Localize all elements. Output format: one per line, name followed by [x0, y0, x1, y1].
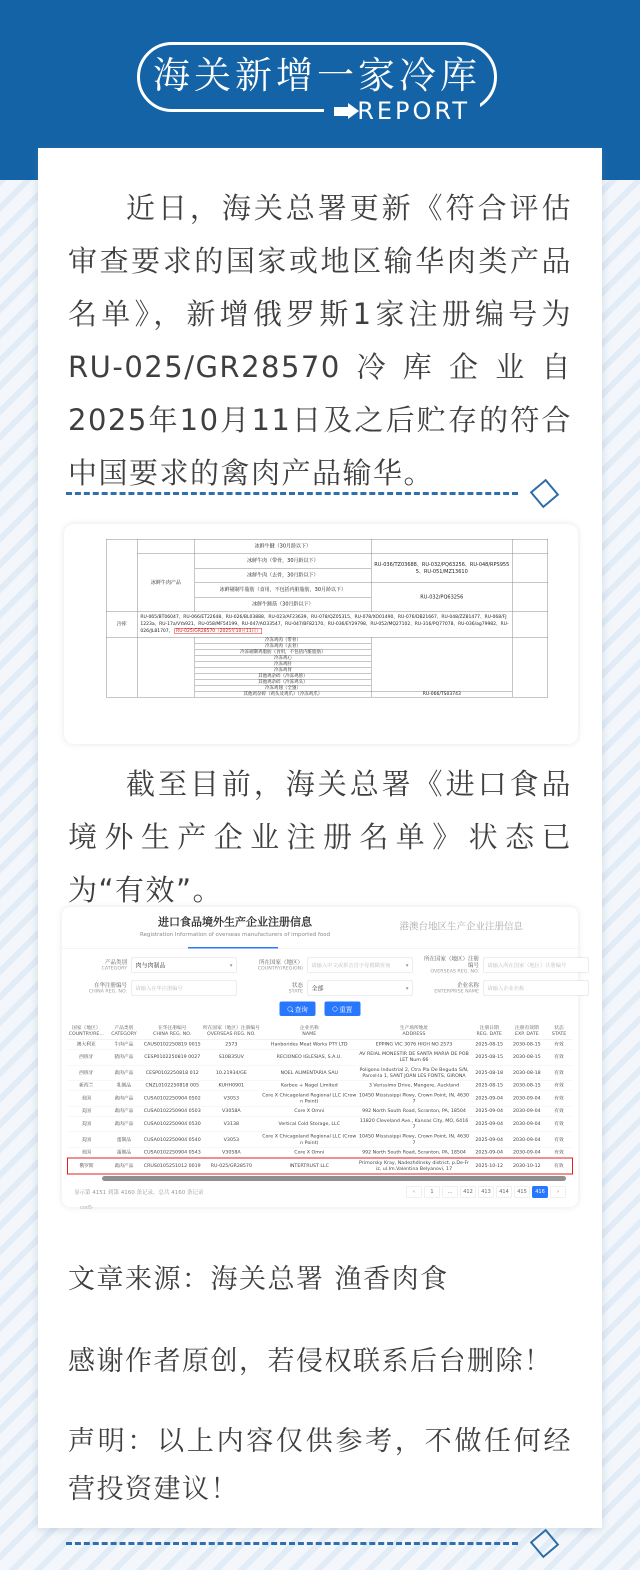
- table-cell: 2030-08-15: [508, 1049, 546, 1065]
- product-cell: 冷冻鸡肉（去骨）: [195, 643, 372, 649]
- table-cell: 有效: [546, 1065, 573, 1081]
- field-label: 在华注册编号: [94, 981, 127, 989]
- table-cell: 2025-09-04: [470, 1148, 508, 1158]
- empty-cell: [106, 539, 137, 612]
- cold-storage-label: 冷库: [106, 612, 137, 637]
- app-header: [62, 916, 578, 949]
- table-cell: CAUS0102250819 0015: [143, 1040, 202, 1050]
- dashed-separator: [66, 1530, 602, 1556]
- thanks-line: 感谢作者原创，若侵权联系后台删除！: [68, 1346, 553, 1377]
- codes-cell: RU-066/TS03743: [371, 691, 512, 697]
- empty-cell: [106, 637, 137, 697]
- page-button[interactable]: 415: [514, 1186, 530, 1198]
- chevron-down-icon: ▾: [405, 961, 409, 969]
- page-ellipsis: …: [442, 1186, 458, 1198]
- disclaimer-line: 声明：以上内容仅供参考，不做任何经营投资建议！: [68, 1426, 572, 1505]
- table-cell: 有效: [546, 1049, 573, 1065]
- meat-list-screenshot[interactable]: [64, 524, 578, 744]
- table-cell: 2025-08-15: [470, 1081, 508, 1091]
- table-cell: 美国: [68, 1091, 106, 1107]
- empty-cell: [512, 554, 547, 583]
- country-select[interactable]: 请输入中文或拼音首字母模糊查询 ▾: [307, 958, 413, 973]
- table-cell: 美国: [68, 1116, 106, 1132]
- page-button[interactable]: 413: [478, 1186, 494, 1198]
- table-cell: CUSA0102250904 0530: [143, 1116, 202, 1132]
- table-cell: 牛肉产品: [105, 1040, 143, 1050]
- form-buttons: [62, 1002, 578, 1017]
- arrow-right-icon: [334, 107, 348, 116]
- report-label: REPORT: [357, 97, 470, 125]
- table-cell: CESP0102250819 0027: [143, 1049, 202, 1065]
- table-cell: 2030-09-04: [508, 1116, 546, 1132]
- field-label-en: STATE: [288, 988, 303, 994]
- registration-table: [67, 1023, 573, 1175]
- reset-icon: [332, 1007, 337, 1012]
- table-cell: RECIONEO IGLESIAS, S.A.U.: [261, 1049, 358, 1065]
- field-label: 所在国家（地区）: [259, 958, 303, 966]
- source-line: 文章来源：海关总署 渔香肉食: [68, 1264, 449, 1295]
- product-cell: 其他鸡杂碎（冷冻鸡胗）: [195, 673, 372, 679]
- prev-page-button[interactable]: ‹: [406, 1186, 422, 1198]
- page-button[interactable]: 412: [460, 1186, 476, 1198]
- table-row: [68, 1091, 573, 1107]
- table-cell: 美国: [68, 1148, 106, 1158]
- field-label-en: ENTERPRISE NAME: [434, 988, 479, 994]
- table-cell: 2030-10-12: [508, 1158, 546, 1174]
- field-label: 所在国家（地区）注册编号: [424, 955, 479, 969]
- horizontal-scrollbar[interactable]: [102, 1176, 566, 1181]
- field-china-no: [68, 981, 237, 996]
- enterprise-name-input[interactable]: 请输入企业名称: [483, 981, 589, 996]
- table-cell: Primorsky Kray, Nadezhdinsky district, p.De-Friz, ul.Im.Valentina Belyanovi, 17: [358, 1158, 471, 1174]
- tab-hmt-registration[interactable]: 港澳台地区生产企业注册信息: [399, 921, 523, 932]
- table-cell: 西班牙: [68, 1065, 106, 1081]
- table-cell: Hanborides Meat Works PTY LTD: [261, 1040, 358, 1050]
- table-cell: 有效: [546, 1106, 573, 1116]
- table-cell: CUSA0102250904 0540: [143, 1132, 202, 1148]
- col-exp-date: 注册有效期 EXP. DATE: [508, 1023, 546, 1040]
- field-label: 企业名称: [457, 981, 479, 989]
- table-cell: V3053: [202, 1091, 261, 1107]
- col-overseas-no: 所在国家（地区）注册编号 OVERSEAS REG. NO.: [202, 1023, 261, 1040]
- page-button[interactable]: 414: [496, 1186, 512, 1198]
- table-cell: Core X Chicagoland Regional LLC (Crown Point): [261, 1132, 358, 1148]
- article-card: [38, 148, 602, 1528]
- table-cell: 澳大利亚: [68, 1040, 106, 1050]
- page-buttons: [406, 1186, 566, 1198]
- table-header-row: [68, 1023, 573, 1040]
- codes-cell: RU-036/TZ03688、RU-032/PQ63256、RU-048/RPS9555、RU-051/MZ13610: [371, 554, 512, 583]
- field-label-en: COUNTRY(REGION): [257, 965, 303, 971]
- cold-storage-codes: [137, 612, 512, 637]
- cold-codes-text: RU-065/BT06047、RU-066/ET22648、RU-026/BL03888、RU-023/AF23639、RU-078/QZ05315、RU-078/XO01490、RU-076/DB21667、RU-048/ZZ81477、RU-068/FJ1223a、RU-17a/VYa921、RU-058/MF54199、RU-047/AO33547、RU-047/BF82170、RU-036/EY29798、RU-052/MQ27102、RU-316/PQ77078、RU-036/ag79982、RU-026/JL81707、: [140, 614, 509, 634]
- table-cell: 992 North South Road, Scranton, PA, 18504: [358, 1106, 471, 1116]
- table-cell: Core X Chicagoland Regional LLC (Crown Point): [261, 1091, 358, 1107]
- table-cell: V3053: [202, 1132, 261, 1148]
- table-cell: S10B35UV: [202, 1049, 261, 1065]
- table-cell: 美国: [68, 1106, 106, 1116]
- table-row: [68, 1132, 573, 1148]
- table-cell: 有效: [546, 1158, 573, 1174]
- highlighted-row-new-coldstore: [68, 1158, 573, 1174]
- field-label-en: CHINA REG. NO.: [88, 988, 127, 994]
- category-select[interactable]: 肉与肉制品 ▾: [131, 958, 237, 973]
- product-cell: 冰鲜牛肉（去骨，30月龄以下）: [195, 568, 372, 583]
- table-cell: 2025-08-15: [470, 1040, 508, 1050]
- table-cell: V3058A: [202, 1106, 261, 1116]
- search-icon: [288, 1007, 293, 1012]
- empty-cell: [371, 637, 512, 691]
- category-cell: 冰鲜牛肉产品: [137, 554, 194, 612]
- reset-button[interactable]: 重置: [324, 1002, 360, 1017]
- paragraph-intro: 近日，海关总署更新《符合评估审查要求的国家或地区输华肉类产品名单》，新增俄罗斯1家注册编号为RU-025/GR28570冷库企业自2025年10月11日及之后贮存的符合中国要求的禽肉产品输华。: [68, 191, 572, 490]
- table-cell: Poligono Industrial 2, Ctra Pla De Beguda S/N, Parcel·la 1, SANT JOAN LES FONTS, GIRONA: [358, 1065, 471, 1081]
- empty-cell: [512, 637, 547, 697]
- product-cell: 其他鸡杂碎（冷冻鸡头）: [195, 679, 372, 685]
- col-reg-date: 注册日期 REG. DATE: [470, 1023, 508, 1040]
- empty-cell: [512, 583, 547, 612]
- product-cell: 冷冻鸡肉（带骨）: [195, 637, 372, 643]
- table-cell: 有效: [546, 1040, 573, 1050]
- empty-cell: [137, 539, 194, 554]
- table-cell: AV REIAL MONESTIR DE SANTA MARIA DE POBLET Num 66: [358, 1049, 471, 1065]
- table-row: [106, 554, 548, 569]
- table-cell: 有效: [546, 1148, 573, 1158]
- table-cell: 禽肉产品: [105, 1065, 143, 1081]
- record-count: 显示第 4151 到第 4160 条记录，总共 4160 条记录: [74, 1189, 204, 1196]
- table-cell: V3058A: [202, 1148, 261, 1158]
- new-coldstore-highlight: RU-025/GR28570（2025年10月11日）: [176, 628, 261, 634]
- product-cell: 冰鲜牛肉（带骨，30月龄以下）: [195, 554, 372, 569]
- empty-cell: [137, 637, 194, 697]
- cold-storage-row: [106, 612, 548, 637]
- meat-list-table-wrap: [64, 524, 578, 744]
- table-cell: 992 North South Road, Scranton, PA, 18504: [358, 1148, 471, 1158]
- table-cell: 有效: [546, 1132, 573, 1148]
- table-cell: Core X Omni: [261, 1106, 358, 1116]
- table-row: [68, 1106, 573, 1116]
- product-cell: 其他鸡杂碎（鸡头及鸡爪）（冷冻鸡爪）: [195, 691, 372, 697]
- table-cell: 禽肉产品: [105, 1091, 143, 1107]
- china-no-input[interactable]: 请输入在华注册编号: [131, 981, 237, 996]
- table-cell: 11820 Cleveland Ave., Kansas City, MO, 64167: [358, 1116, 471, 1132]
- table-cell: 2030-08-18: [508, 1065, 546, 1081]
- registration-app-screenshot[interactable]: [62, 907, 578, 1211]
- table-cell: EPPING VIC 3076 HIGH NO 2573: [358, 1040, 471, 1050]
- col-name: 企业名称 NAME: [261, 1023, 358, 1040]
- table-cell: 蛋制品: [105, 1132, 143, 1148]
- field-label: 状态: [292, 981, 303, 989]
- empty-cell: [512, 612, 547, 637]
- chevron-down-icon: ▾: [405, 984, 409, 992]
- table-cell: 蛋制品: [105, 1148, 143, 1158]
- table-cell: 2025-08-15: [470, 1049, 508, 1065]
- table-cell: 有效: [546, 1116, 573, 1132]
- table-cell: 2030-09-04: [508, 1106, 546, 1116]
- table-cell: V3138: [202, 1116, 261, 1132]
- col-address: 生产场所地址 ADDRESS: [358, 1023, 471, 1040]
- search-button[interactable]: 查询: [280, 1002, 316, 1017]
- table-cell: NOEL ALIMENTARIA SAU: [261, 1065, 358, 1081]
- field-category: [68, 956, 237, 975]
- table-cell: 禽肉产品: [105, 1116, 143, 1132]
- table-row: [68, 1065, 573, 1081]
- table-cell: 2025-09-04: [470, 1116, 508, 1132]
- product-cell: 冷冻剔制鸡脂肪（食用，不包括内脏脂肪）: [195, 649, 372, 655]
- table-row: [68, 1081, 573, 1091]
- page-title: 海关新增一家冷库: [153, 54, 481, 97]
- product-cell: 冰鲜牛腱（30月龄以下）: [195, 539, 372, 554]
- tab-overseas-registration[interactable]: [140, 916, 330, 938]
- table-cell: 2030-09-04: [508, 1132, 546, 1148]
- product-cell: 冷冻鸡翅（全翅）: [195, 685, 372, 691]
- dashed-line: [66, 492, 518, 495]
- field-enterprise-name: [420, 981, 589, 996]
- col-china-no: 在华注册编号 CHINA REG. NO.: [143, 1023, 202, 1040]
- form-row: [68, 956, 578, 975]
- table-cell: 2025-08-18: [470, 1065, 508, 1081]
- table-cell: CUSA0102250904 0502: [143, 1091, 202, 1107]
- table-cell: 美国: [68, 1132, 106, 1148]
- search-form: [62, 949, 578, 996]
- table-cell: CRUS0105251012 0019: [143, 1158, 202, 1174]
- pagination: [74, 1186, 566, 1198]
- table-cell: 有效: [546, 1081, 573, 1091]
- table-cell: 2025-10-12: [470, 1158, 508, 1174]
- table-cell: CUSA0102250904 0543: [143, 1148, 202, 1158]
- registration-app: [62, 907, 578, 1211]
- report-tag: [324, 97, 480, 125]
- app-title: 进口食品境外生产企业注册信息: [158, 916, 313, 929]
- table-cell: CNZL0102250818 005: [143, 1081, 202, 1091]
- table-cell: 2030-08-15: [508, 1040, 546, 1050]
- table-cell: 2573: [202, 1040, 261, 1050]
- field-state: [244, 981, 413, 996]
- col-category: 产品类别 CATEGORY: [105, 1023, 143, 1040]
- product-cell: 冷冻鸡肾: [195, 667, 372, 673]
- diamond-icon: [530, 478, 560, 508]
- table-cell: 有效: [546, 1091, 573, 1107]
- stray-text: cod5·: [80, 1205, 94, 1211]
- diamond-icon: [530, 1528, 560, 1558]
- table-cell: 2030-09-04: [508, 1148, 546, 1158]
- table-cell: 3 Verissimo Drive, Mangere, Auckland: [358, 1081, 471, 1091]
- field-country: [244, 956, 413, 975]
- field-label: 产品类别: [105, 958, 127, 966]
- product-cell: 冰鲜牛蹄筋（30月龄以下）: [195, 597, 372, 612]
- table-cell: 俄罗斯: [68, 1158, 106, 1174]
- table-cell: 西班牙: [68, 1049, 106, 1065]
- table-row: [68, 1040, 573, 1050]
- empty-cell: [512, 539, 547, 554]
- table-cell: CESP0102250818 012: [143, 1065, 202, 1081]
- table-cell: 2030-08-15: [508, 1081, 546, 1091]
- table-cell: Karbee + Nagel Limited: [261, 1081, 358, 1091]
- next-page-button[interactable]: ›: [550, 1186, 566, 1198]
- table-cell: INTERTRUST LLC: [261, 1158, 358, 1174]
- table-cell: 2030-09-04: [508, 1091, 546, 1107]
- table-cell: 10450 Mississippi Pkwy, Crown Point, IN, 46307: [358, 1091, 471, 1107]
- current-page-button[interactable]: 416: [532, 1186, 548, 1198]
- page-button[interactable]: 1: [424, 1186, 440, 1198]
- table-row: [68, 1049, 573, 1065]
- col-country: 国家（地区） COUNTRY/RE...: [68, 1023, 106, 1040]
- table-row: [68, 1148, 573, 1158]
- codes-cell: RU-032/PQ63256: [371, 583, 512, 612]
- table-cell: 2025-09-04: [470, 1132, 508, 1148]
- overseas-no-input[interactable]: 请输入所在国家（地区）注册编号: [483, 958, 589, 973]
- title-badge: [137, 42, 497, 125]
- table-cell: 禽肉产品: [105, 1106, 143, 1116]
- table-row: [106, 539, 548, 554]
- field-overseas-no: [420, 956, 589, 975]
- meat-product-table: [106, 539, 548, 697]
- dashed-line: [66, 1542, 518, 1545]
- active-tab-indicator: [188, 947, 278, 949]
- table-cell: 10450 Mississippi Pkwy, Crown Point, IN, 46307: [358, 1132, 471, 1148]
- product-cell: 冷冻鸡心: [195, 655, 372, 661]
- paragraph-status: 截至目前，海关总署《进口食品境外生产企业注册名单》状态已为“有效”。: [68, 767, 572, 907]
- table-cell: 乳制品: [105, 1081, 143, 1091]
- table-cell: 新西兰: [68, 1081, 106, 1091]
- field-label-en: CATEGORY: [101, 965, 127, 971]
- chevron-down-icon: ▾: [229, 961, 233, 969]
- state-select[interactable]: 全部 ▾: [307, 981, 413, 996]
- table-cell: 2025-09-04: [470, 1106, 508, 1116]
- table-cell: 猪肉产品: [105, 1049, 143, 1065]
- table-cell: 10.21934/GE: [202, 1065, 261, 1081]
- app-subtitle: Registration Information of overseas manufacturers of imported food: [140, 931, 331, 938]
- table-cell: KUHH0901: [202, 1081, 261, 1091]
- col-state: 状态 STATE: [546, 1023, 573, 1040]
- table-cell: Core X Omni: [261, 1148, 358, 1158]
- table-row: [68, 1116, 573, 1132]
- product-cell: 冷冻鸡肝: [195, 661, 372, 667]
- table-cell: 禽肉产品: [105, 1158, 143, 1174]
- field-label-en: OVERSEAS REG. NO.: [430, 968, 479, 974]
- table-cell: RU-025/GR28570: [202, 1158, 261, 1174]
- table-cell: 2025-09-04: [470, 1091, 508, 1107]
- product-cell: 冰鲜剔制牛脂肪（食用，不包括内脏脂肪，30月龄以下）: [195, 583, 372, 598]
- table-cell: CUSA0102250904 0503: [143, 1106, 202, 1116]
- empty-cell: [371, 539, 512, 554]
- form-row: [68, 981, 578, 996]
- table-cell: Vertical Cold Storage, LLC: [261, 1116, 358, 1132]
